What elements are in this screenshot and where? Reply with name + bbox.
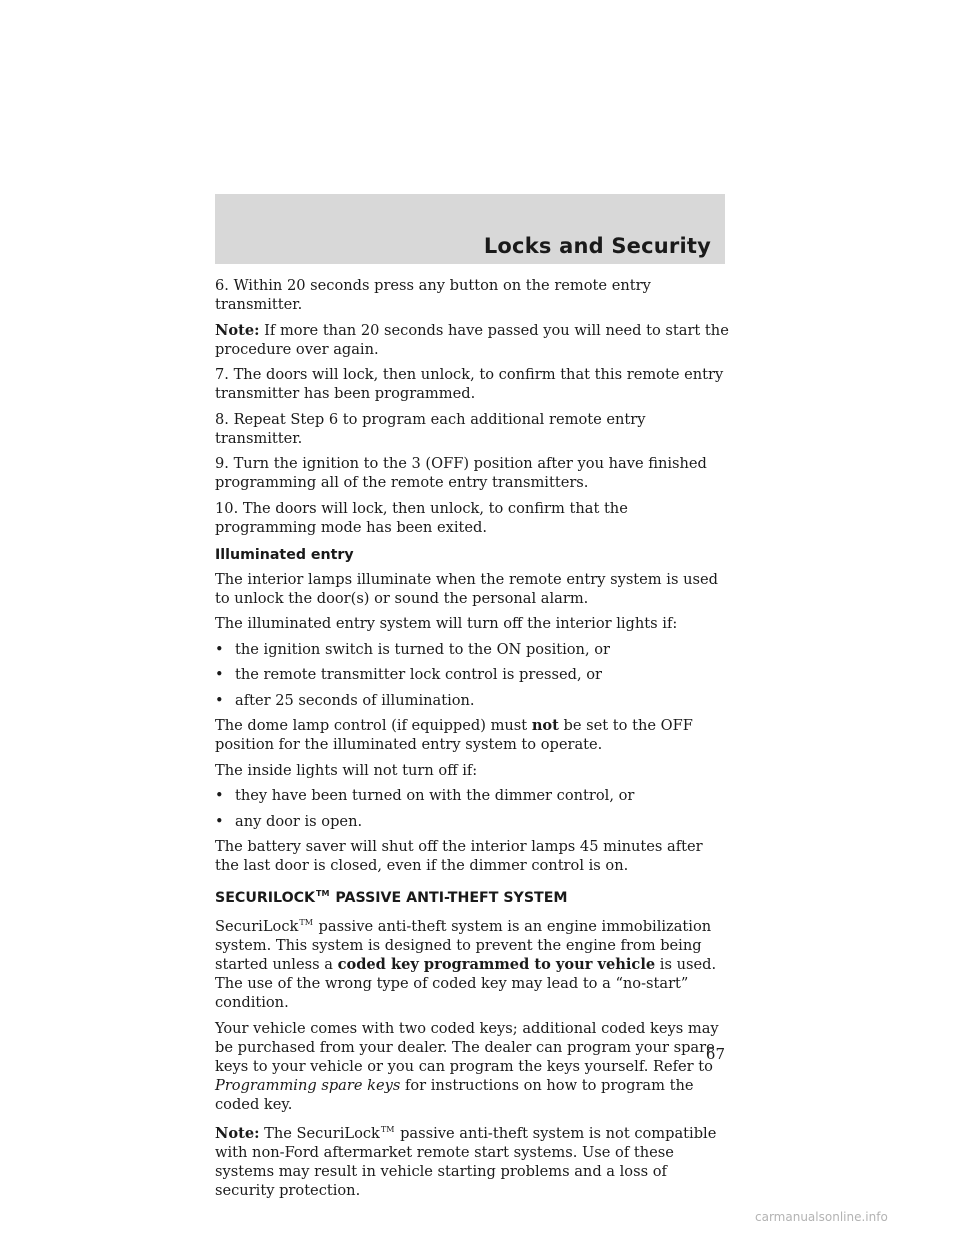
- bullet-icon: •: [215, 666, 224, 683]
- step-7: 7. The doors will lock, then unlock, to confirm that this remote entry transmitter has been programmed.: [215, 366, 724, 402]
- bullet-icon: •: [215, 787, 224, 804]
- list-item: • the remote transmitter lock control is pressed, or: [215, 666, 602, 683]
- trademark-mark: TM: [299, 918, 313, 927]
- dome-lamp-paragraph: The dome lamp control (if equipped) must not be set to the OFF position for the illuminated entry system to operate.: [215, 717, 693, 753]
- illuminated-entry-heading: Illuminated entry: [215, 546, 354, 563]
- step-9: 9. Turn the ignition to the 3 (OFF) position after you have finished programming all of the remote entry transmitters.: [215, 455, 707, 491]
- illuminated-paragraph-2: The illuminated entry system will turn off the interior lights if:: [215, 615, 678, 632]
- bullet-icon: •: [215, 640, 224, 658]
- note-label: Note:: [215, 1125, 260, 1142]
- step-10: 10. The doors will lock, then unlock, to confirm that the programming mode has been exited.: [215, 499, 628, 536]
- page-number: 67: [705, 1045, 725, 1063]
- trademark-mark: TM: [316, 889, 330, 898]
- bullet-icon: •: [215, 812, 224, 830]
- note-label: Note:: [215, 321, 260, 339]
- note-paragraph: [215, 321, 730, 359]
- securilock-note: Note: The SecuriLock™ passive anti-theft system is not compatible with non-Ford aftermarket remote start systems. Use of these systems may result in vehicle starting problems and a loss of security protection.: [215, 1125, 717, 1199]
- bullet-icon: •: [215, 691, 224, 709]
- securilock-paragraph-2: Your vehicle comes with two coded keys; additional coded keys may be purchased from your dealer. The dealer can program your spare keys to your vehicle or you can program the keys yourself. Refer to Programming spare keys for instructions on how to program the coded key.: [215, 1019, 719, 1113]
- watermark: carmanualsonline.info: [755, 1210, 888, 1224]
- step-8: 8. Repeat Step 6 to program each additional remote entry transmitter.: [215, 410, 646, 447]
- illuminated-paragraph-1: The interior lamps illuminate when the remote entry system is used to unlock the door(s) or sound the personal alarm.: [215, 570, 718, 607]
- step-6: 6. Within 20 seconds press any button on the remote entry transmitter.: [215, 277, 651, 313]
- trademark-mark: TM: [380, 1125, 395, 1134]
- list-item: • after 25 seconds of illumination.: [215, 691, 475, 709]
- securilock-paragraph-1: SecuriLock™ passive anti-theft system is an engine immobilization system. This system is designed to prevent the engine from being started unless a coded key programmed to your vehicle is used. The use of the wrong type of coded key may lead to a “no-start” condition.: [215, 918, 717, 1011]
- page-body: [215, 276, 730, 1207]
- note-text: If more than 20 seconds have passed you will need to start the procedure over again.: [215, 321, 729, 358]
- list-item: • any door is open.: [215, 812, 363, 830]
- securilock-heading: SECURILOCK™ PASSIVE ANTI-THEFT SYSTEM: [215, 889, 568, 906]
- list-item: • the ignition switch is turned to the ON position, or: [215, 640, 610, 658]
- inside-lights-paragraph: The inside lights will not turn off if:: [215, 761, 478, 779]
- section-header-band: [215, 194, 725, 264]
- section-title: Locks and Security: [483, 234, 711, 258]
- list-item: • they have been turned on with the dimmer control, or: [215, 787, 635, 804]
- battery-saver-paragraph: The battery saver will shut off the interior lamps 45 minutes after the last door is closed, even if the dimmer control is on.: [215, 838, 703, 874]
